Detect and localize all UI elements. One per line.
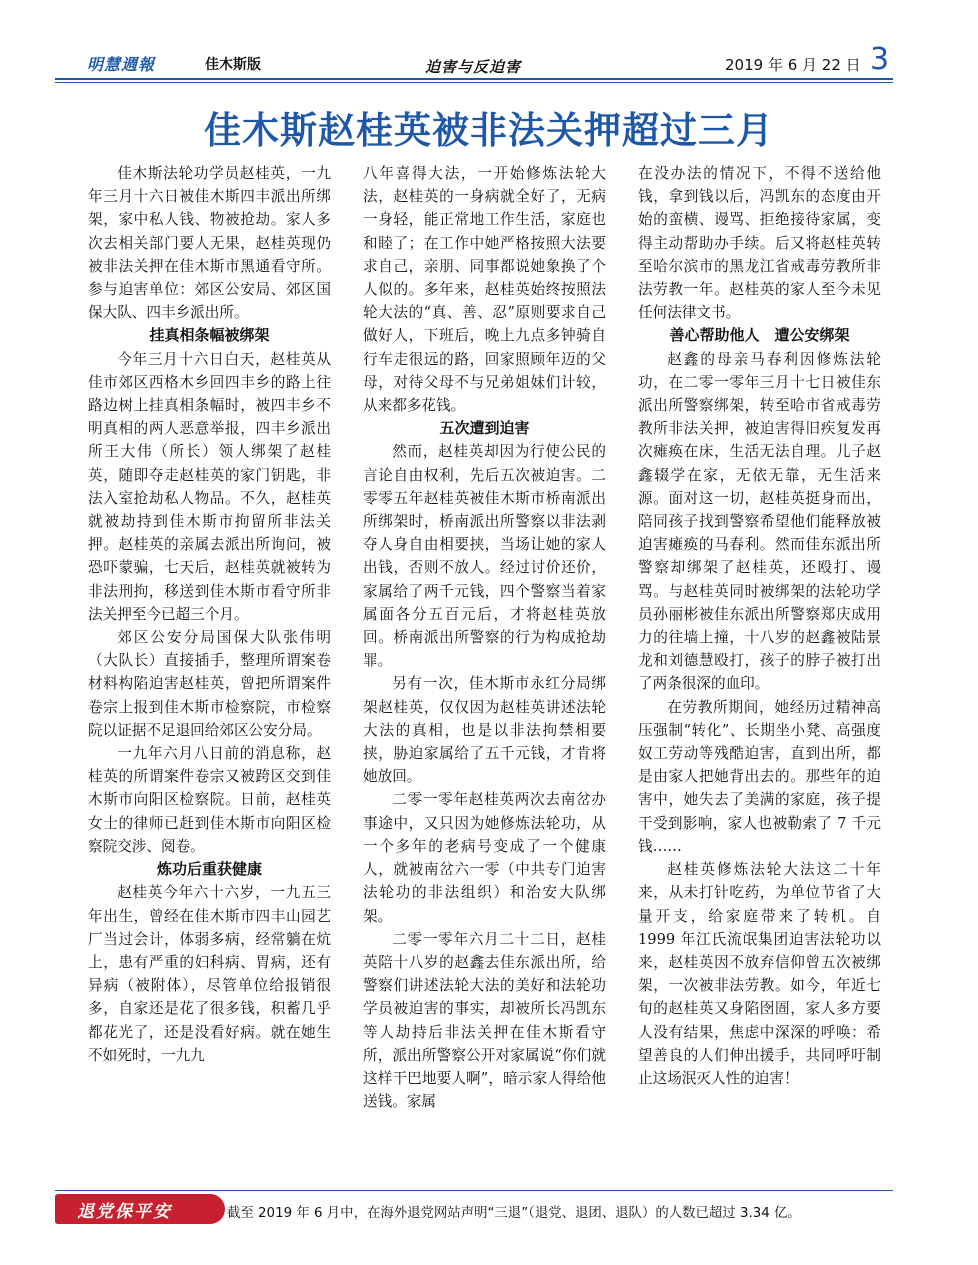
article-headline: 佳木斯赵桂英被非法关押超过三月 [204,109,774,152]
article-column-3 [638,162,881,1090]
edition-label: 佳木斯版 [205,57,261,73]
subheading: 善心帮助他人 遭公安绑架 [669,326,850,345]
paragraph: 二零一零年六月二十二日，赵桂英陪十八岁的赵鑫去佳东派出所，给警察们讲述法轮大法的美好和法轮功学员被迫害的事实，却被所长冯凯东等人劫持后非法关押在佳木斯看守所，派出所警察公开对家属说“你们就这样干巴地要人啊”，暗示家人得给他送钱。家属 [363,930,606,1111]
section-title: 迫害与反迫害 [425,58,522,76]
paragraph: 佳木斯法轮功学员赵桂英，一九年三月十六日被佳木斯四丰派出所绑架，家中私人钱、物被抢劫。家人多次去相关部门要人无果，赵桂英现仍被非法关押在佳木斯市黑通看守所。参与迫害单位：郊区公安局、郊区国保大队、四丰乡派出所。 [88,165,331,322]
paragraph: 在没办法的情况下，不得不送给他钱，拿到钱以后，冯凯东的态度由开始的蛮横、谩骂、拒绝接待家属，变得主动帮助办手续。后又将赵桂英转至哈尔滨市的黑龙江省戒毒劳教所非法劳教一年。赵桂英的家人至今未见任何法律文书。 [638,165,881,322]
paragraph: 然而，赵桂英却因为行使公民的言论自由权利，先后五次被迫害。二零零五年赵桂英被佳木斯市桥南派出所绑架时，桥南派出所警察以非法剥夺人身自由相要挟，当场让她的家人出钱，否则不放人。经过讨价还价，家属给了两千元钱，四个警察当着家属面各分五百元后，才将赵桂英放回。桥南派出所警察的行为构成抢劫罪。 [363,443,606,670]
newspaper-brand: 明慧週報 [87,55,156,74]
masthead [55,44,893,84]
paragraph: 赵鑫的母亲马春利因修炼法轮功，在二零一零年三月十七日被佳东派出所警察绑架，转至哈市省戒毒劳教所非法关押，被迫害得旧疾复发再次瘫痪在床，生活无法自理。儿子赵鑫辍学在家，无依无靠，无生活来源。面对这一切，赵桂英挺身而出，陪同孩子找到警察希望他们能释放被迫害瘫痪的马春利。然而佳东派出所警察却绑架了赵桂英，还殴打、谩骂。与赵桂英同时被绑架的法轮功学员孙丽彬被佳东派出所警察郑庆成用力的往墙上撞，十八岁的赵鑫被陆景龙和刘德慧殴打，孩子的脖子被打出了两条很深的血印。 [638,350,881,693]
footer-banner [55,1190,893,1230]
masthead-divider-thin [55,82,893,83]
footer-notice: 截至 2019 年 6 月中，在海外退党网站声明“三退”（退党、退团、退队）的人数已超过 3.34 亿。 [227,1206,801,1221]
issue-date: 2019 年 6 月 22 日 [725,56,861,74]
badge-label: 退党保平安 [77,1202,172,1222]
article-column-2 [363,162,606,1113]
quit-party-badge [55,1194,225,1224]
paragraph: 今年三月十六日白天，赵桂英从佳市郊区西格木乡回四丰乡的路上往路边树上挂真相条幅时，被四丰乡不明真相的两人恶意举报，四丰乡派出所王大伟（所长）领人绑架了赵桂英，随即夺走赵桂英的家门钥匙，非法入室抢劫私人物品。不久，赵桂英就被劫持到佳木斯市拘留所非法关押。赵桂英的亲属去派出所询问，被恐吓蒙骗，七天后，赵桂英就被转为非法刑拘，移送到佳木斯市看守所非法关押至今已超三个月。 [88,350,331,623]
subheading: 五次遭到迫害 [439,419,530,438]
masthead-divider [55,78,893,80]
page-number: 3 [870,42,890,77]
paragraph: 在劳教所期间，她经历过精神高压强制“转化”、长期坐小凳、高强度奴工劳动等残酷迫害，直到出所，都是由家人把她背出去的。那些年的迫害中，她失去了美满的家庭，孩子提干受到影响，家人也被勒索了 7 千元钱…… [638,698,881,855]
paragraph: 郊区公安分局国保大队张伟明（大队长）直接插手，整理所谓案卷材料构陷迫害赵桂英，曾把所谓案件卷宗上报到佳木斯市检察院，市检察院以证据不足退回给郊区公安分局。 [88,629,331,739]
paragraph: 另有一次，佳木斯市永红分局绑架赵桂英，仅仅因为赵桂英讲述法轮大法的真相，也是以非法拘禁相要挟，胁迫家属给了五千元钱，才肯将她放回。 [363,675,606,786]
paragraph: 赵桂英今年六十六岁，一九五三年出生，曾经在佳木斯市四丰山园艺厂当过会计，体弱多病，经常躺在炕上，患有严重的妇科病、胃病，还有异病（被附体），尽管单位给报销很多，自家还是花了很多钱，积蓄几乎都花光了，还是没看好病。就在她生不如死时，一九九 [88,884,331,1064]
article-column-1 [88,162,331,1067]
paragraph: 一九年六月八日前的消息称，赵桂英的所谓案件卷宗又被跨区交到佳木斯市向阳区检察院。日前，赵桂英女士的律师已赶到佳木斯市向阳区检察院交涉、阅卷。 [88,745,331,855]
footer-divider [55,1190,893,1191]
subheading: 挂真相条幅被绑架 [149,326,270,345]
paragraph: 赵桂英修炼法轮大法这二十年来，从未打针吃药，为单位节省了大量开支，给家庭带来了转机。自 1999 年江氏流氓集团迫害法轮功以来，赵桂英因不放弃信仰曾五次被绑架，一次被非法劳教。如今，年近七旬的赵桂英又身陷囹圄，家人多方要人没有结果，焦虑中深深的呼唤：希望善良的人们伸出援手，共同呼吁制止这场泯灭人性的迫害！ [638,861,881,1087]
paragraph: 二零一零年赵桂英两次去南岔办事途中，又只因为她修炼法轮功，从一个多年的老病号变成了一个健康人，就被南岔六一零（中共专门迫害法轮功的非法组织）和治安大队绑架。 [363,791,606,925]
subheading: 炼功后重获健康 [156,860,262,879]
paragraph: 八年喜得大法，一开始修炼法轮大法，赵桂英的一身病就全好了，无病一身轻，能正常地工作生活，家庭也和睦了；在工作中她严格按照大法要求自己，亲朋、同事都说她象换了个人似的。多年来，赵桂英始终按照法轮大法的“真、善、忍”原则要求自己做好人，下班后，晚上九点多钟骑自行车走很远的路，回家照顾年迈的父母，对待父母不与兄弟姐妹们计较，从来都多花钱。 [363,165,606,415]
